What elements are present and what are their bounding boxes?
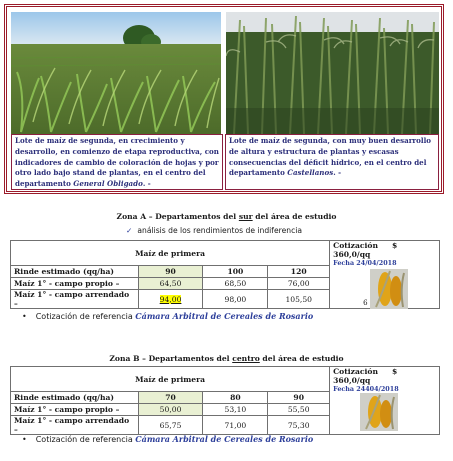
caption-right-tail: . - [333, 168, 342, 178]
zone-a-price-date: Fecha 24/04/2018 [333, 259, 397, 267]
zone-a-price-head [333, 241, 436, 259]
zone-b-cell: 90 [268, 392, 330, 404]
zone-b-price-label: Cotización [333, 367, 378, 376]
zone-a-reference-name: Cámara Arbitral de Cereales de Rosario [135, 311, 314, 321]
zone-a-reference-prefix: Cotización de referencia [35, 312, 136, 321]
zone-a-title [0, 212, 453, 221]
corn-field-photo-right [226, 12, 439, 134]
zone-b-price-cell [330, 367, 440, 435]
analysis-text: análisis de los rendimientos de indiferencia [137, 226, 303, 235]
caption-right-place: Castellanos [287, 168, 334, 178]
zone-b-price-value: $ 360,0/qq [333, 367, 398, 385]
corn-field-photo-left [11, 12, 221, 134]
zone-b-title-underlined: centro [232, 354, 260, 363]
zone-a-cell-highlight [138, 290, 203, 309]
zone-b-table-header: Maíz de primera [11, 367, 330, 392]
corn-cob-icon [370, 269, 408, 309]
zone-a-cell: 76,00 [268, 278, 330, 290]
zone-a-table [10, 240, 440, 309]
zone-a-cell: 64,50 [138, 278, 203, 290]
zone-a-price-cell [330, 241, 440, 309]
zone-b-price-date: Fecha 24404/2018 [333, 385, 399, 393]
zone-a-cell: 105,50 [268, 290, 330, 309]
bullet-icon: • [22, 435, 27, 444]
zone-a-row-label: Rinde estimado (qq/ha) [11, 266, 139, 278]
zone-b-row-label: Maíz 1° - campo propio – [11, 404, 139, 416]
zone-a-analysis [126, 226, 302, 235]
caption-right-text: Lote de maíz de segunda, con muy buen desarrollo de altura y estructura de plantas y escasas consecuencias del déficit hídrico, en el centro del departamento [229, 136, 432, 178]
zone-a-highlight-value: 94,00 [159, 294, 182, 304]
corn-cob-icon [360, 393, 398, 431]
zone-a-reference [22, 311, 313, 321]
zone-b-cell: 70 [138, 392, 203, 404]
zone-b-reference-prefix: Cotización de referencia [35, 435, 136, 444]
bullet-icon: • [22, 312, 27, 321]
caption-left-place: General Obligado [73, 179, 143, 189]
zone-a-title-prefix: Zona A – Departamentos del [116, 212, 239, 221]
zone-a-title-underlined: sur [238, 212, 253, 221]
zone-b-reference [22, 434, 313, 444]
photo-caption-right [225, 134, 439, 190]
caption-left-text: Lote de maíz de segunda, en crecimiento y desarrollo, en comienzo de etapa reproductiva, con indicadores de cambio de coloración de hojas y por otro lado bajo stand de plantas, en el centro del departamento [15, 136, 219, 189]
zone-b-row-label: Maíz 1° - campo arrendado – [11, 416, 139, 435]
zone-b-reference-name: Cámara Arbitral de Cereales de Rosario [135, 434, 314, 444]
zone-a-cell: 100 [203, 266, 268, 278]
zone-a-cell: 98,00 [203, 290, 268, 309]
zone-a-row-label: Maíz 1° - campo propio – [11, 278, 139, 290]
zone-a-cell: 90 [138, 266, 203, 278]
zone-a-title-suffix: del área de estudio [252, 212, 337, 221]
zone-b-cell: 65,75 [138, 416, 203, 435]
caption-left-tail: . - [142, 179, 151, 189]
zone-b-price-head [333, 367, 436, 385]
photo-caption-left [11, 134, 223, 190]
zone-a-row-label: Maíz 1° - campo arrendado – [11, 290, 139, 309]
zone-b-cell: 55,50 [268, 404, 330, 416]
zone-b-table [10, 366, 440, 435]
zone-a-table-header: Maíz de primera [11, 241, 330, 266]
photo-frame [4, 4, 444, 194]
zone-b-cell: 53,10 [203, 404, 268, 416]
zone-a-stray-mark: 6 [363, 299, 368, 307]
zone-a-cell: 120 [268, 266, 330, 278]
zone-b-cell: 71,00 [203, 416, 268, 435]
zone-a-cell: 68,50 [203, 278, 268, 290]
zone-b-cell: 80 [203, 392, 268, 404]
zone-b-title-prefix: Zona B – Departamentos del [109, 354, 233, 363]
zone-a-price-value: $ 360,0/qq [333, 241, 398, 259]
zone-a-price-label: Cotización [333, 241, 378, 250]
zone-b-title-suffix: del área de estudio [259, 354, 344, 363]
check-icon: ✓ [126, 226, 133, 235]
zone-b-row-label: Rinde estimado (qq/ha) [11, 392, 139, 404]
zone-b-title [0, 354, 453, 363]
zone-b-cell: 75,30 [268, 416, 330, 435]
zone-b-cell: 50,00 [138, 404, 203, 416]
